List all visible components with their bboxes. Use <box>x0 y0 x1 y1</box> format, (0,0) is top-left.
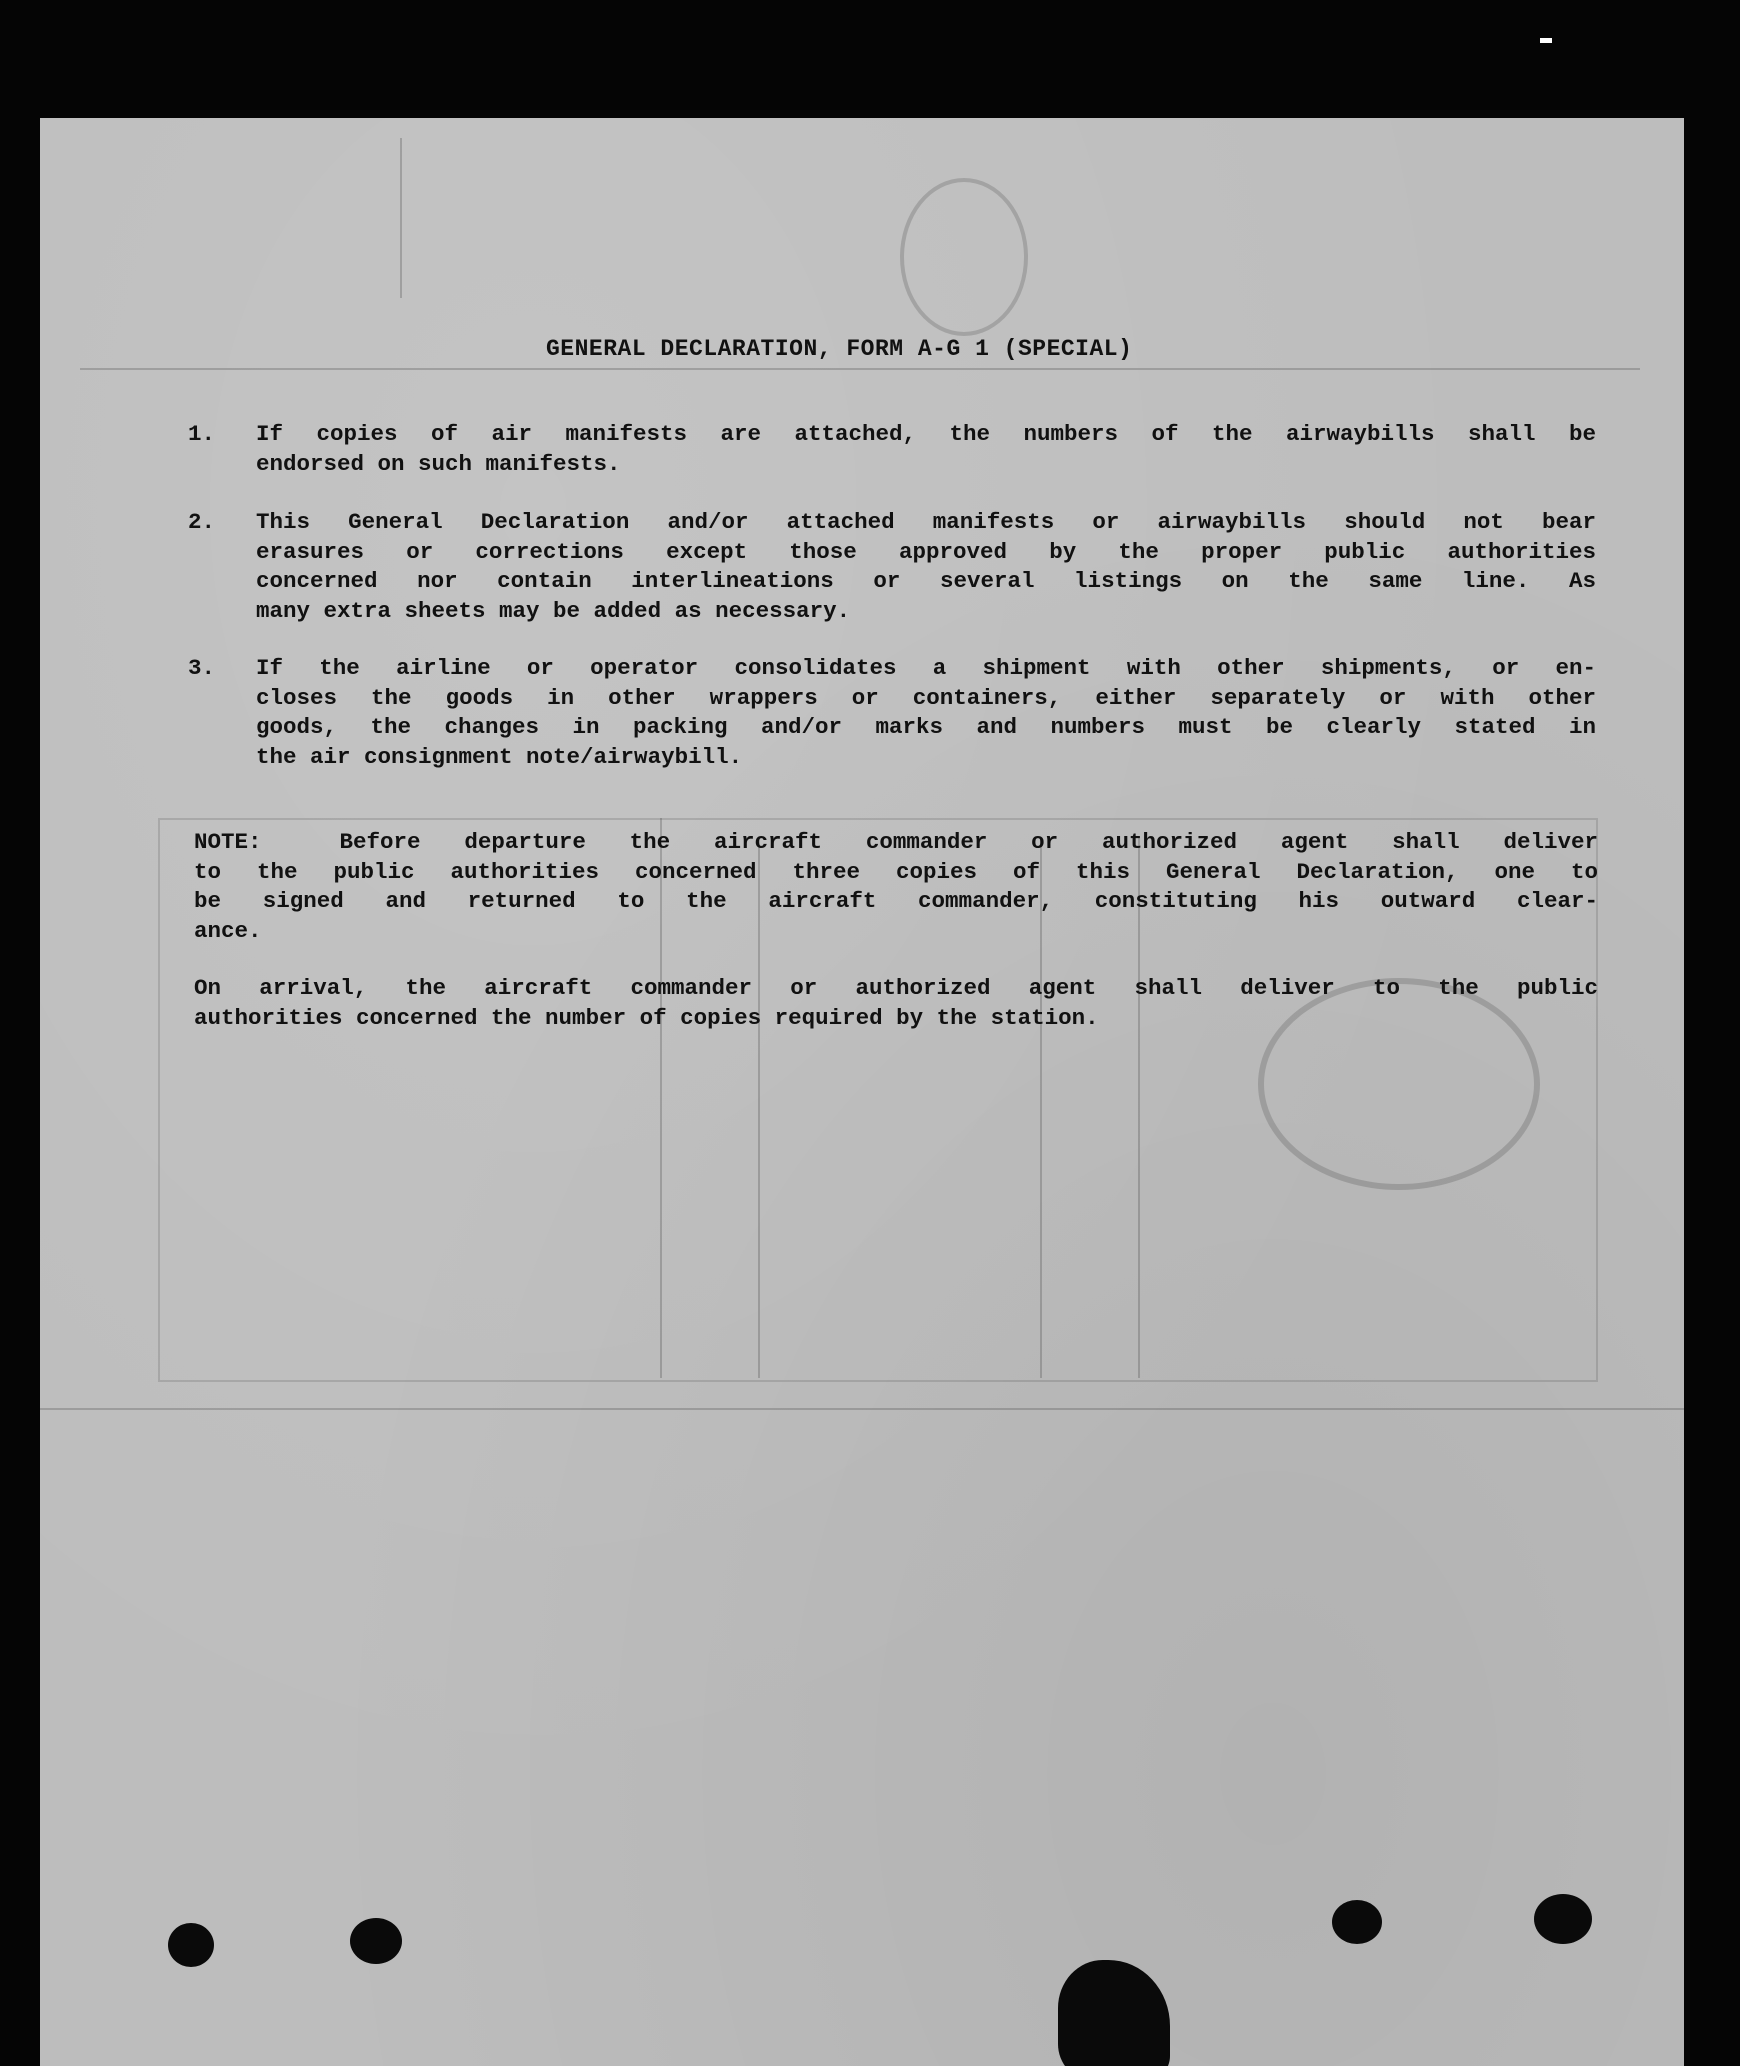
text-line: ance. <box>194 917 262 944</box>
item-number: 1. <box>188 421 216 447</box>
bleed-through-stamp <box>900 178 1028 336</box>
text-line: If the airline or operator consolidates a shipment with other shipments, or en- <box>256 655 1596 681</box>
punch-hole <box>1534 1894 1592 1944</box>
text-line: authorities concerned the number of copies required by the station. <box>194 1004 1099 1031</box>
item-number: 2. <box>188 509 216 535</box>
text-line: goods, the changes in packing and/or marks and numbers must be clearly stated in <box>256 714 1596 740</box>
torn-edge <box>1058 1960 1170 2066</box>
arrival-paragraph <box>194 974 1598 1033</box>
note-paragraph <box>194 828 1598 946</box>
note-label: NOTE: <box>194 829 262 855</box>
text-line: endorsed on such manifests. <box>256 450 621 477</box>
note-first-line: Before departure the aircraft commander or authorized agent shall deliver <box>339 829 1598 855</box>
text-line: closes the goods in other wrappers or containers, either separately or with other <box>256 684 1596 711</box>
text-line: erasures or corrections except those approved by the proper public authorities <box>256 538 1596 565</box>
punch-hole <box>168 1923 214 1967</box>
punch-hole <box>1332 1900 1382 1944</box>
punch-hole <box>350 1918 402 1964</box>
text-line: If copies of air manifests are attached, the numbers of the airwaybills shall be <box>256 421 1596 447</box>
page-title: GENERAL DECLARATION, FORM A-G 1 (SPECIAL) <box>546 336 1133 362</box>
text-line: This General Declaration and/or attached manifests or airwaybills should not bear <box>256 509 1596 535</box>
text-line: concerned nor contain interlineations or several listings on the same line. As <box>256 568 1596 594</box>
text-line <box>194 828 1598 858</box>
text-line: On arrival, the aircraft commander or authorized agent shall deliver to the public <box>194 975 1598 1001</box>
item-text <box>256 420 1596 479</box>
text-line: many extra sheets may be added as necessary. <box>256 597 851 624</box>
item-text <box>256 654 1596 772</box>
bleed-through-rule <box>400 138 402 298</box>
item-number: 3. <box>188 655 216 681</box>
text-line: to the public authorities concerned three copies of this General Declaration, one to <box>194 858 1598 885</box>
bleed-through-rule <box>40 1408 1684 1410</box>
text-line: be signed and returned to the aircraft commander, constituting his outward clear- <box>194 888 1598 914</box>
bleed-through-rule <box>80 368 1640 370</box>
item-text <box>256 508 1596 626</box>
document-page <box>40 118 1684 2066</box>
scan-corner-mark <box>1540 38 1552 43</box>
text-line: the air consignment note/airwaybill. <box>256 743 743 770</box>
